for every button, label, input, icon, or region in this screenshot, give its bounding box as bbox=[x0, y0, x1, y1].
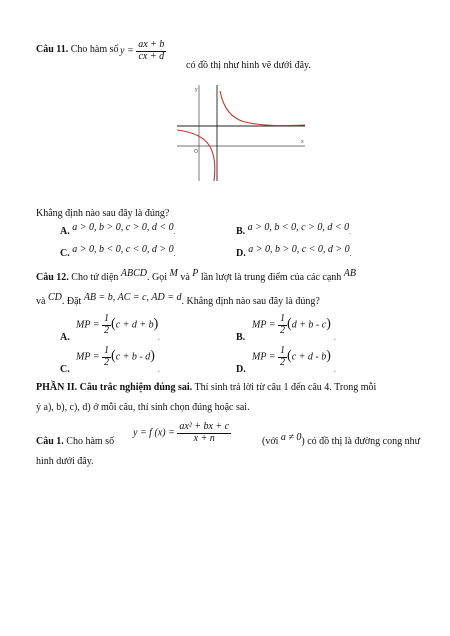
q12-tetrahedron: ABCD bbox=[120, 268, 147, 279]
q11-option-d[interactable]: D. a > 0, b > 0, c < 0, d > 0. bbox=[236, 244, 352, 259]
q11-option-c-letter: C. bbox=[60, 248, 70, 259]
q11-intro: Cho hàm số bbox=[70, 44, 119, 55]
q12-stem-line1 bbox=[36, 268, 356, 283]
q11-prompt: Khẳng định nào sau đây là đúng? bbox=[36, 208, 170, 219]
q12-label: Câu 12. bbox=[36, 272, 69, 283]
q12-option-a-inner: c + d + b bbox=[115, 319, 154, 331]
q12-half-num: 1 bbox=[104, 313, 110, 324]
q12-and: và bbox=[180, 272, 190, 283]
q1-fn-denominator: x + n bbox=[193, 432, 215, 444]
q11-stem bbox=[36, 44, 119, 55]
q12-option-c-letter: C. bbox=[60, 364, 70, 375]
part2-line2: ý a), b), c), d) ở mỗi câu, thí sinh chọn đúng hoặc sai. bbox=[36, 402, 250, 413]
q12-edge-cd: CD bbox=[47, 292, 62, 303]
q1-stem bbox=[36, 436, 114, 447]
q12-option-b[interactable]: MP = $\frac{1}{2}$ (d + b - c) B. . bbox=[236, 313, 336, 343]
q11-option-c-text: a > 0, b < 0, c < 0, d > 0 bbox=[72, 244, 174, 255]
q12-option-b-half bbox=[278, 314, 287, 336]
q12-half-den: 2 bbox=[104, 356, 110, 368]
q12-option-d-inner: c + d - b bbox=[291, 351, 327, 363]
q11-option-d-text: a > 0, b > 0, c < 0, d > 0 bbox=[248, 244, 350, 255]
q1-cond-close: ) có đồ thị là đường cong như bbox=[301, 436, 421, 447]
q12-option-d-formula: MP = $\frac{1}{2}$ (c + d - b) bbox=[252, 345, 331, 368]
q1-cond: a ≠ 0 bbox=[280, 432, 302, 443]
q12-option-a-half bbox=[102, 314, 111, 336]
q12-option-b-formula: MP = $\frac{1}{2}$ (d + b - c) bbox=[252, 313, 331, 336]
q12-option-c-inner: c + b - d bbox=[115, 351, 151, 363]
q11-origin-label: O bbox=[194, 149, 198, 155]
q11-curve-right-branch bbox=[220, 91, 305, 126]
q11-option-d-letter: D. bbox=[236, 248, 246, 259]
q12-half-num: 1 bbox=[280, 345, 286, 356]
q11-function bbox=[120, 40, 166, 62]
q12-point-p: P bbox=[192, 268, 199, 279]
q1-condition bbox=[262, 432, 421, 447]
q12-half-num: 1 bbox=[280, 313, 286, 324]
q12-option-d[interactable]: MP = $\frac{1}{2}$ (c + d - b) D. . bbox=[236, 345, 336, 375]
q12-stem-line2 bbox=[36, 292, 320, 307]
q11-label: Câu 11. bbox=[36, 44, 69, 55]
q12-option-c-lhs: MP = bbox=[76, 351, 100, 363]
q12-half-num: 1 bbox=[104, 345, 110, 356]
q12-option-d-letter: D. bbox=[236, 364, 246, 375]
q11-option-a-letter: A. bbox=[60, 226, 70, 237]
q12-option-c[interactable]: MP = $\frac{1}{2}$ (c + b - d) C. . bbox=[60, 345, 160, 375]
q1-intro: Cho hàm số bbox=[66, 436, 115, 447]
q11-graph bbox=[175, 83, 307, 183]
q12-half-den: 2 bbox=[280, 356, 286, 368]
q12-half-den: 2 bbox=[280, 324, 286, 336]
q1-fn-lhs: y = f (x) = bbox=[133, 427, 175, 439]
q12-option-a-letter: A. bbox=[60, 332, 70, 343]
q1-fraction bbox=[177, 422, 231, 444]
q12-set: . Đặt bbox=[61, 296, 82, 307]
q12-option-d-lhs: MP = bbox=[252, 351, 276, 363]
q11-option-c[interactable]: C. a > 0, b < 0, c < 0, d > 0. bbox=[60, 244, 176, 259]
q11-fn-lhs: y = bbox=[120, 45, 134, 57]
part2-heading bbox=[36, 382, 376, 393]
q1-fn-numerator: ax² + bx + c bbox=[179, 421, 230, 432]
q12-option-a-lhs: MP = bbox=[76, 319, 100, 331]
q11-fn-numerator: ax + b bbox=[138, 39, 165, 50]
q11-option-a-text: a > 0, b > 0, c > 0, d < 0 bbox=[72, 222, 174, 233]
part2-line1: Thí sinh trả lời từ câu 1 đến câu 4. Trong mỗi bbox=[194, 382, 377, 393]
q12-text-2: lần lượt là trung điểm của các cạnh bbox=[200, 272, 342, 283]
q11-option-b[interactable]: B. a > 0, b < 0, c > 0, d < 0. bbox=[236, 222, 351, 237]
q12-option-b-inner: d + b - c bbox=[291, 319, 327, 331]
q12-option-c-half bbox=[102, 346, 111, 368]
q12-point-m: M bbox=[169, 268, 178, 279]
q11-option-a[interactable]: A. a > 0, b > 0, c > 0, d < 0. bbox=[60, 222, 176, 237]
q12-text-1: . Gọi bbox=[147, 272, 167, 283]
q12-intro: Cho tứ diện bbox=[71, 272, 119, 283]
q12-vectors: AB = b, AC = c, AD = d bbox=[83, 292, 182, 303]
part2-title: PHẦN II. Câu trắc nghiệm đúng sai. bbox=[36, 382, 193, 393]
q1-function bbox=[133, 422, 231, 444]
q1-line2: hình dưới đây. bbox=[36, 456, 94, 467]
q12-option-a[interactable]: MP = $\frac{1}{2}$ (c + d + b) A. . bbox=[60, 313, 160, 343]
q12-and-2: và bbox=[36, 296, 46, 307]
q11-option-b-letter: B. bbox=[236, 226, 246, 237]
q1-label: Câu 1. bbox=[36, 436, 64, 447]
q12-option-b-lhs: MP = bbox=[252, 319, 276, 331]
q11-fn-denominator: cx + d bbox=[138, 50, 165, 62]
q1-cond-open: (với bbox=[262, 436, 279, 447]
q12-option-a-formula: MP = $\frac{1}{2}$ (c + d + b) bbox=[76, 313, 159, 336]
q12-edge-ab: AB bbox=[343, 268, 356, 279]
q11-option-b-text: a > 0, b < 0, c > 0, d < 0 bbox=[247, 222, 350, 233]
q12-half-den: 2 bbox=[104, 324, 110, 336]
q11-curve-left-branch bbox=[177, 130, 215, 181]
q11-x-axis-label: x bbox=[301, 139, 304, 145]
q11-tail: có đồ thị như hình vẽ dưới đây. bbox=[186, 60, 311, 71]
q12-option-b-letter: B. bbox=[236, 332, 246, 343]
q12-option-c-formula: MP = $\frac{1}{2}$ (c + b - d) bbox=[76, 345, 155, 368]
q11-fraction bbox=[136, 40, 166, 62]
q11-y-axis-label: y bbox=[195, 87, 198, 93]
q12-prompt: . Khẳng định nào sau đây là đúng? bbox=[181, 296, 320, 307]
q12-option-d-half bbox=[278, 346, 287, 368]
